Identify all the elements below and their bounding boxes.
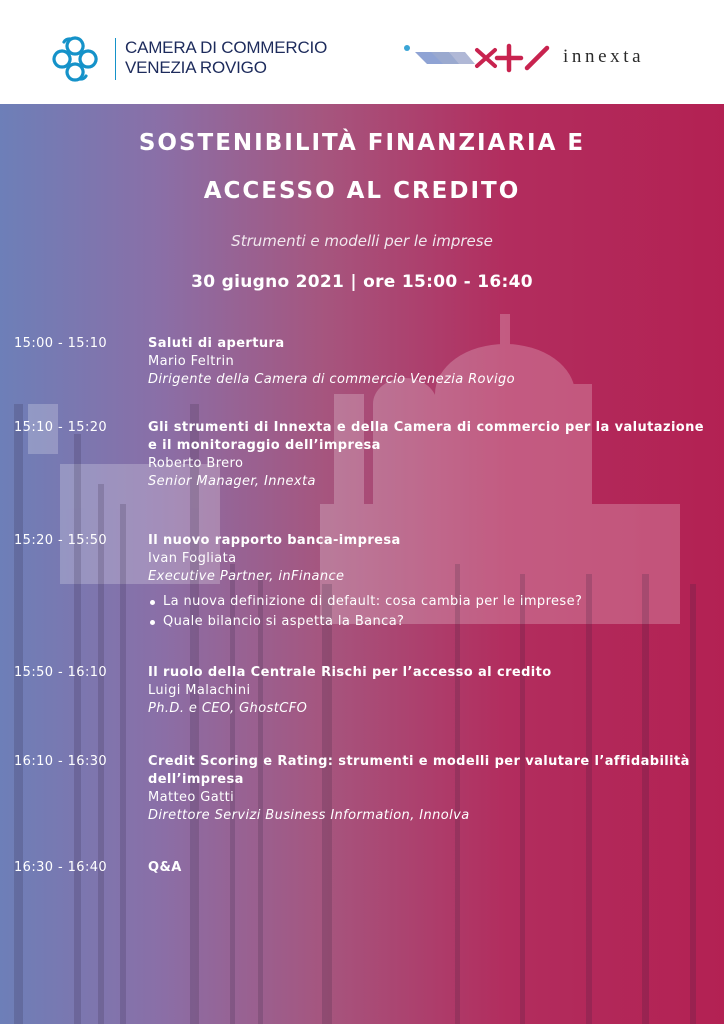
- innexta-mark-icon: [403, 40, 553, 74]
- agenda-item-bullets: [148, 592, 708, 632]
- agenda-time: 16:10 - 16:30: [14, 754, 108, 769]
- agenda-time: 15:00 - 15:10: [14, 336, 108, 351]
- agenda-item-speaker: Roberto Brero: [148, 456, 244, 471]
- agenda-time: 15:50 - 16:10: [14, 665, 108, 680]
- agenda-item-role: Ph.D. e CEO, GhostCFO: [148, 701, 308, 716]
- agenda-time: 15:10 - 15:20: [14, 420, 108, 435]
- agenda-item-title: Il nuovo rapporto banca-impresa: [148, 533, 401, 548]
- event-title-line2: ACCESSO AL CREDITO: [203, 178, 521, 204]
- innexta-wordmark: innexta: [563, 46, 645, 67]
- agenda-time: 15:20 - 15:50: [14, 533, 108, 548]
- agenda-item-role: Dirigente della Camera di commercio Venezia Rovigo: [148, 372, 516, 387]
- agenda-item-title: Credit Scoring e Rating: strumenti e modelli per valutare l’affidabilità dell’impresa: [148, 754, 690, 787]
- poster-content: [0, 104, 724, 1024]
- agenda-item-role: Senior Manager, Innexta: [148, 474, 316, 489]
- header-bar: [0, 0, 724, 104]
- agenda-bullet: Quale bilancio si aspetta la Banca?: [148, 612, 708, 632]
- agenda-item-role: Executive Partner, inFinance: [148, 569, 345, 584]
- agenda-item: [148, 335, 708, 389]
- agenda-item-speaker: Matteo Gatti: [148, 790, 235, 805]
- chamber-name: [125, 38, 327, 78]
- event-date: 30 giugno 2021 | ore 15:00 - 16:40: [191, 272, 533, 292]
- event-subtitle: Strumenti e modelli per le imprese: [231, 232, 493, 250]
- agenda-item: [148, 753, 708, 825]
- header-divider: [115, 38, 116, 80]
- poster-body: [0, 104, 724, 1024]
- agenda-item: [148, 859, 708, 877]
- ccvr-knot-logo-icon: [50, 34, 100, 84]
- chamber-name-line2: VENEZIA ROVIGO: [125, 58, 267, 77]
- agenda-item: [148, 419, 708, 491]
- agenda-item-title: Saluti di apertura: [148, 336, 285, 351]
- agenda-item-speaker: Luigi Malachini: [148, 683, 251, 698]
- agenda-item-speaker: Mario Feltrin: [148, 354, 235, 369]
- chamber-name-line1: CAMERA DI COMMERCIO: [125, 38, 328, 57]
- agenda-item: [148, 664, 708, 718]
- agenda-item-title: Gli strumenti di Innexta e della Camera di commercio per la valutazione e il monitoraggio dell’impresa: [148, 420, 704, 453]
- agenda-item-title: Il ruolo della Centrale Rischi per l’accesso al credito: [148, 665, 552, 680]
- agenda-item-role: Direttore Servizi Business Information, Innolva: [148, 808, 470, 823]
- agenda-time: 16:30 - 16:40: [14, 860, 108, 875]
- agenda-item: [148, 532, 708, 632]
- agenda-bullet: La nuova definizione di default: cosa cambia per le imprese?: [148, 592, 708, 612]
- agenda-item-title: Q&A: [148, 860, 182, 875]
- agenda-item-speaker: Ivan Fogliata: [148, 551, 237, 566]
- event-title-line1: SOSTENIBILITÀ FINANZIARIA E: [138, 130, 586, 156]
